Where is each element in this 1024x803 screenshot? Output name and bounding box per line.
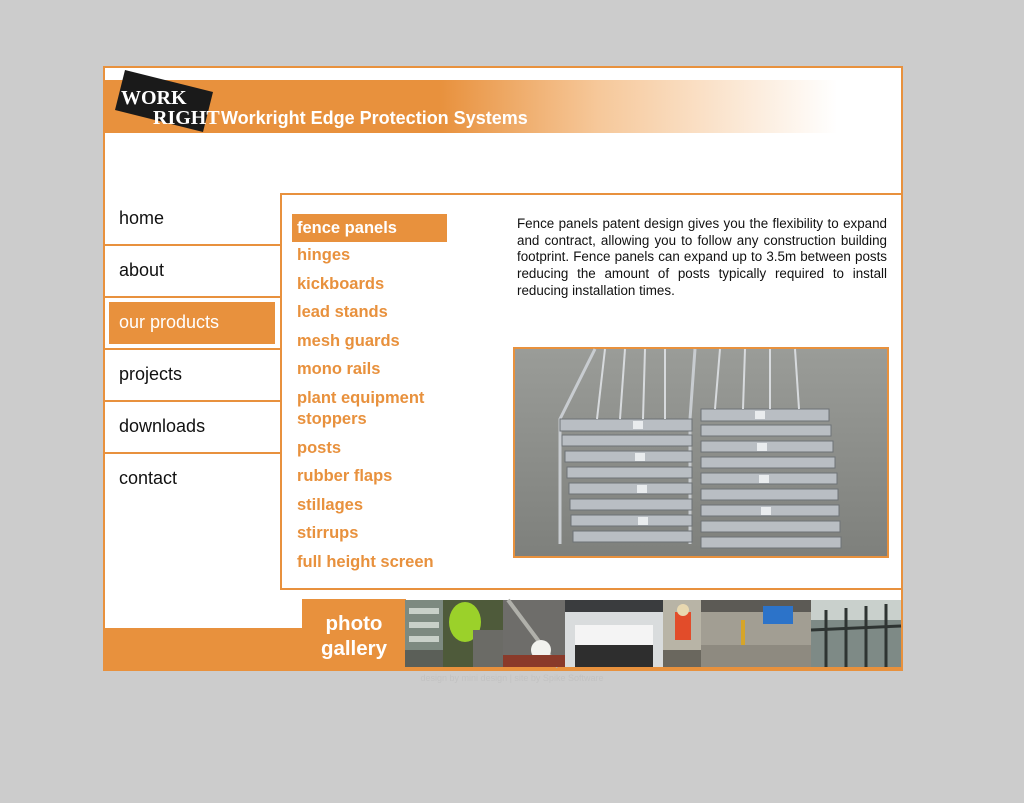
product-link-rubber-flaps[interactable]: rubber flaps bbox=[297, 467, 393, 486]
product-link-hinges[interactable]: hinges bbox=[297, 246, 351, 264]
nav-item-label: contact bbox=[119, 468, 178, 488]
product-link-lead-stands[interactable]: lead stands bbox=[297, 303, 388, 322]
product-link-full-height-screen[interactable]: full height screen bbox=[297, 552, 434, 571]
product-link-stirrups[interactable]: stirrups bbox=[297, 524, 359, 543]
gallery-label-line2: gallery bbox=[320, 637, 388, 660]
nav-item-label: projects bbox=[119, 364, 183, 384]
nav-item-label: about bbox=[119, 260, 165, 280]
gallery-thumbnails bbox=[405, 600, 901, 667]
nav-item-about[interactable] bbox=[105, 246, 281, 298]
product-description: Fence panels patent design gives you the flexibility to expand and contract, allowing you to follow any construction building footprint. Fence panels can expand up to 3.5m between posts reducing the amount of posts typically required to install reducing installation times. bbox=[517, 216, 887, 298]
nav-item-home[interactable] bbox=[105, 194, 281, 246]
gallery-thumb-1[interactable] bbox=[405, 600, 443, 667]
footer-credits: design by mini design | site by Spike Software bbox=[420, 673, 604, 683]
product-link-plant-equipment-stoppers[interactable]: plant equipment stoppers bbox=[297, 388, 425, 428]
content-panel bbox=[280, 193, 903, 590]
gallery-thumb-6[interactable] bbox=[701, 600, 811, 667]
photo-gallery-label[interactable] bbox=[302, 611, 406, 661]
nav-item-label: our products bbox=[119, 312, 220, 332]
product-list bbox=[292, 214, 452, 581]
nav-item-downloads[interactable] bbox=[105, 402, 281, 454]
nav-item-projects[interactable] bbox=[105, 350, 281, 402]
gallery-thumb-4[interactable] bbox=[565, 600, 663, 667]
nav-item-our-products[interactable] bbox=[105, 298, 281, 350]
product-link-mesh-guards[interactable]: mesh guards bbox=[297, 331, 400, 350]
nav-item-label: downloads bbox=[119, 416, 206, 436]
product-photo bbox=[513, 347, 889, 558]
gallery-thumb-2[interactable] bbox=[443, 600, 503, 667]
logo-text-right: RIGHT bbox=[153, 107, 220, 129]
gallery-thumb-3[interactable] bbox=[503, 600, 565, 667]
gallery-thumb-7[interactable] bbox=[811, 600, 901, 667]
gallery-label-line1: photo bbox=[325, 612, 383, 635]
nav-item-label: home bbox=[119, 208, 165, 228]
main-nav bbox=[105, 194, 281, 504]
gallery-thumb-5[interactable] bbox=[663, 600, 701, 667]
product-link-kickboards[interactable]: kickboards bbox=[297, 274, 385, 293]
product-link-posts[interactable]: posts bbox=[297, 438, 342, 457]
site-container bbox=[103, 66, 903, 671]
workright-logo[interactable] bbox=[115, 70, 220, 132]
logo-text-work: WORK bbox=[121, 87, 187, 109]
product-link-mono-rails[interactable]: mono rails bbox=[297, 360, 381, 379]
nav-item-contact[interactable] bbox=[105, 454, 281, 504]
product-link-stillages[interactable]: stillages bbox=[297, 495, 364, 514]
product-link-fence-panels[interactable]: fence panels bbox=[292, 214, 447, 242]
site-title: Workright Edge Protection Systems bbox=[221, 108, 528, 128]
